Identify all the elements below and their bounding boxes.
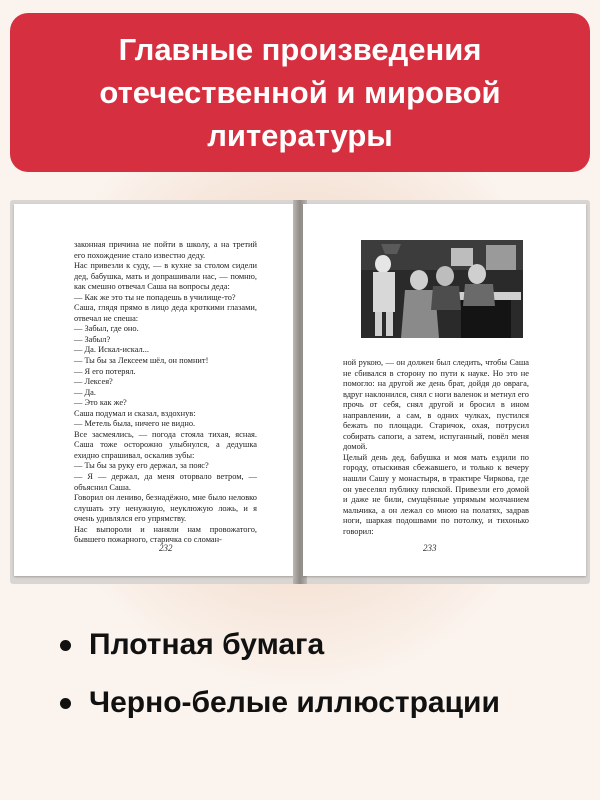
feature-label: Плотная бумага (89, 628, 325, 661)
right-page (303, 204, 586, 576)
right-page-text: ной рукою, — он должен был следить, чтобы Саша не сбивался в сторону по пути к науке. Но это не помогло: на другой же день брат, дойдя до оврага, вдруг наклонился, снял с ноги валенок и метнул его прочь от себя, снял другой и бросил в ином направлении, а сам, в одних чулках, пустился бежать по площади. Старичок, охая, потрусил собирать сапоги, а затем, испуганный, повёл меня домой. Целый день дед, бабушка и моя мать ездили по городу, отыскивая сбежавшего, и только к вечеру нашли Сашу у монастыря, в трактире Чиркова, где он увеселял публику пляской. Привезли его домой и даже не били, смущённые упрямым молчанием мальчика, а он лежал со мною на полатях, задрав ноги, шаркая подошвами по потолку, и тихонько говорил: (343, 358, 529, 536)
title-banner (10, 13, 590, 172)
feature-label: Черно-белые иллюстрации (89, 686, 500, 719)
feature-list (60, 620, 580, 736)
left-page-number: 232 (159, 543, 173, 553)
banner-line-1: Главные произведения (118, 32, 482, 67)
feature-item (60, 620, 580, 670)
banner-line-3: литературы (207, 118, 393, 153)
right-page-number: 233 (423, 543, 437, 553)
bullet-icon (60, 698, 71, 709)
feature-item (60, 678, 580, 728)
open-book-photo (10, 200, 590, 584)
left-page-text: законная причина не пойти в школу, а на третий его похождение стало известно деду. Нас привезли к суду, — в кухне за столом сидели дед, бабушка, мать и допрашивали нас, — помню, как смешно отвечал Саша на вопросы деда: — Как же это ты не попадешь в училище-то? Саша, глядя прямо в лицо деда кроткими глазами, отвечал не спеша: — Забыл, где оно. — Забыл? — Да. Искал-искал... — Ты бы за Лексеем шёл, он помнит! — Я его потерял. — Лексея? — Да. — Это как же? Саша подумал и сказал, вздохнув: — Метель была, ничего не видно. Все засмеялись, — погода стояла тихая, ясная. Саша тоже осторожно улыбнулся, а дедушка ехидно спрашивал, оскалив зубы: — Ты бы за руку его держал, за пояс? — Я — держал, да меня оторвало ветром, — объяснил Саша. Говорил он лениво, безнадёжно, мне было неловко слушать эту ненужную, неуклюжую ложь, и я очень удивлялся его упрямству. Нас выпороли и наняли нам провожатого, бывшего пожарного, старичка со сломан- (74, 240, 257, 545)
bullet-icon (60, 640, 71, 651)
illustration-image (361, 240, 523, 338)
banner-line-2: отечественной и мировой (99, 75, 501, 110)
left-page (14, 204, 297, 576)
